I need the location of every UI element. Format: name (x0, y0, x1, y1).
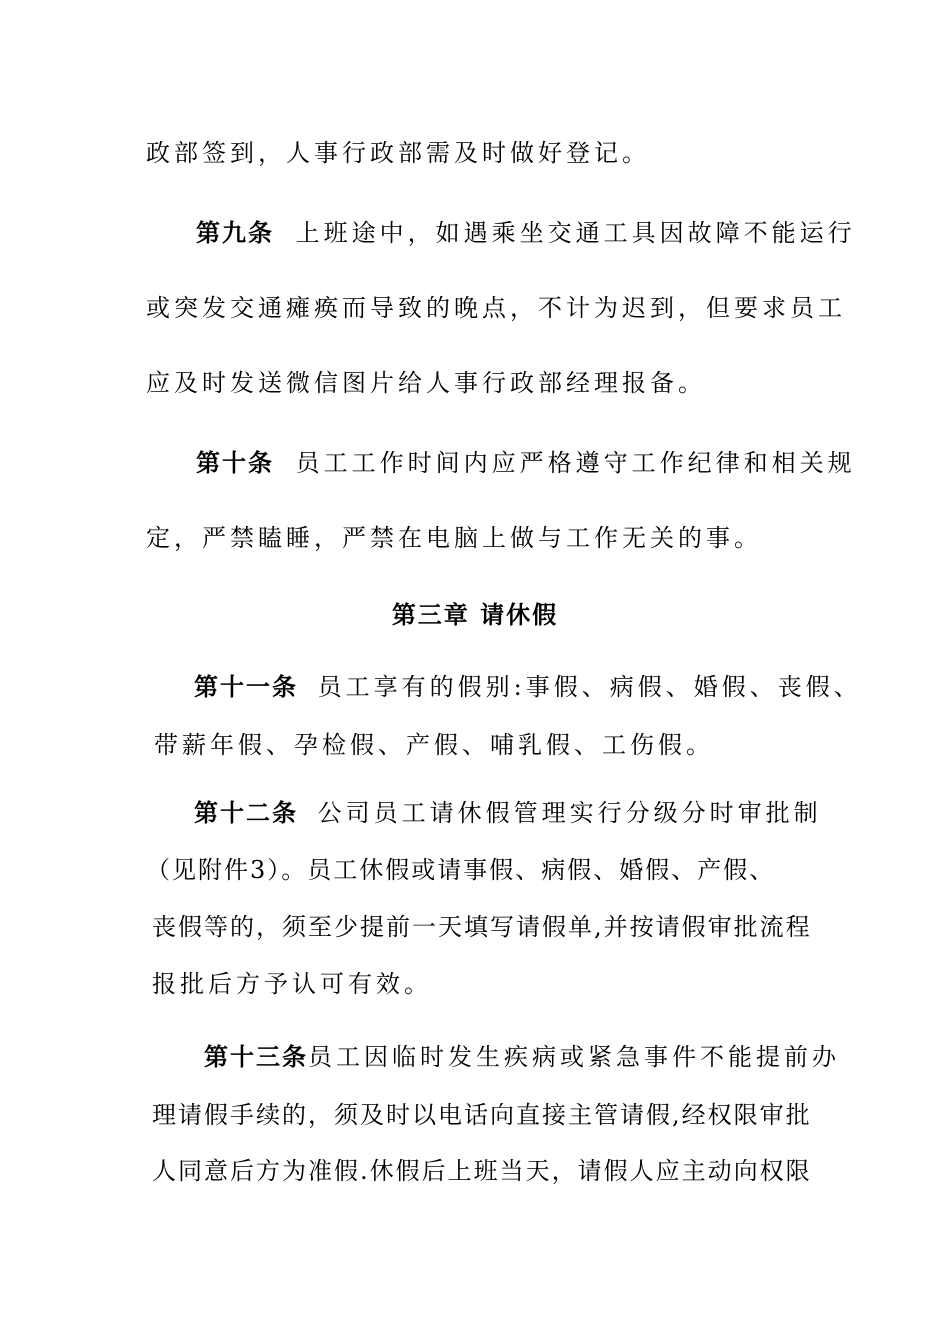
article-9-line-1 (196, 218, 856, 248)
article-12-line-4: 报批后方予认可有效。 (152, 970, 432, 998)
article-9-line-2: 或突发交通瘫痪而导致的晚点，不计为迟到，但要求员工 (146, 294, 846, 322)
article-13-line-2: 理请假手续的，须及时以电话向直接主管请假,经权限审批 (152, 1101, 812, 1129)
article-10-text: 员工工作时间内应严格遵守工作纪律和相关规 (295, 449, 856, 477)
article-11-line-1 (194, 672, 862, 702)
article-12-line-1 (194, 798, 822, 828)
article-10-line-1 (196, 448, 856, 478)
article-11-label: 第十一条 (194, 672, 298, 701)
article-13-text: 员工因临时发生疾病或紧急事件不能提前办 (308, 1043, 840, 1071)
article-13-line-1 (204, 1042, 840, 1072)
article-12-line-2: （见附件3）。员工休假或请事假、病假、婚假、产假、 (146, 856, 776, 884)
chapter-heading: 第三章 请休假 (391, 600, 559, 629)
article-13-line-3: 人同意后方为准假.休假后上班当天，请假人应主动向权限 (152, 1157, 812, 1185)
article-10-line-2: 定，严禁瞌睡，严禁在电脑上做与工作无关的事。 (146, 524, 762, 552)
article-11-text: 员工享有的假别:事假、病假、婚假、丧假、 (317, 673, 862, 701)
article-9-text: 上班途中，如遇乘坐交通工具因故障不能运行 (295, 219, 856, 247)
article-11-line-2: 带薪年假、孕检假、产假、哺乳假、工伤假。 (154, 731, 714, 759)
article-9-line-3: 应及时发送微信图片给人事行政部经理报备。 (146, 369, 706, 397)
article-12-line-3: 丧假等的，须至少提前一天填写请假单,并按请假审批流程 (152, 913, 812, 941)
article-10-label: 第十条 (196, 448, 274, 477)
article-13-label: 第十三条 (204, 1042, 308, 1071)
article-12-text: 公司员工请休假管理实行分级分时审批制 (317, 799, 822, 827)
article-12-label: 第十二条 (194, 798, 298, 827)
paragraph-line: 政部签到，人事行政部需及时做好登记。 (146, 139, 650, 167)
article-9-label: 第九条 (196, 218, 274, 247)
